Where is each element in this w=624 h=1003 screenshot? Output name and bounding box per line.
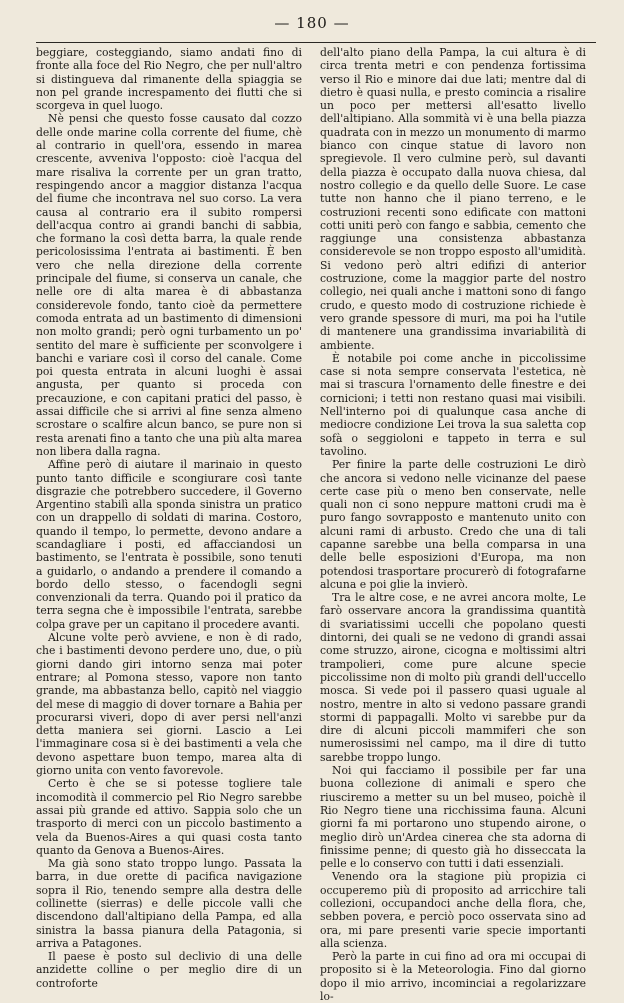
page-number: — 180 — bbox=[274, 14, 350, 32]
paragraph: Alcune volte però avviene, e non è di rado, che i bastimenti devono perdere uno, due, o più giorni dando giri intorno senza mai poter entrare; al Pomona stesso, vapore non tanto grande, ma abbastanza bello, capitò nel viaggio del mese di maggio di dover tornare a Bahia per procurarsi viveri, dopo di aver persi nell'anzi detta maniera sei giorni. Lascio a Lei l'immaginare cosa si è dei bastimenti a vela che devono aspettare buon tempo, marea alta di giorno unita con vento favorevole. bbox=[36, 631, 302, 778]
paragraph: È notabile poi come anche in piccolissime case si nota sempre conservata l'estetica, nè mai si trascura l'ornamento delle finestre e dei cornicioni; i tetti non restano quasi mai visibili. Nell'interno poi di qualunque casa anche di mediocre condizione Lei trova la sua saletta cop sofà o seggioloni e tappeto in terra e sul tavolino. bbox=[320, 351, 586, 458]
right-column bbox=[320, 46, 586, 1003]
paragraph: Però la parte in cui fino ad ora mi occupai di proposito si è la Meteorologia. Fino dal giorno dopo il mio arrivo, incominciai a regolarizzare lo- bbox=[320, 950, 586, 1003]
paragraph: Nè pensi che questo fosse causato dal cozzo delle onde marine colla corrente del fiume, chè al contrario in quell'ora, essendo in marea crescente, avveniva l'opposto: cioè l'acqua del mare risaliva la corrente per un gran tratto, respingendo ancor a maggior distanza l'acqua del fiume che incontrava nel suo corso. La vera causa al contrario era il subito rompersi dell'acqua contro ai grandi banchi di sabbia, che formano la così detta barra, la quale rende pericolosissima l'entrata ai bastimenti. È ben vero che nella direzione della corrente principale del fiume, si conserva un canale, che nelle ore di alta marea è di abbastanza considerevole fondo, tanto cioè da permettere comoda entrata ad un bastimento di dimensioni non molto grandi; però ogni turbamento un po' sentito del mare è sufficiente per sconvolgere i banchi e variare così il corso del canale. Come poi questa entrata in alcuni luoghi è assai angusta, per quanto si proceda con precauzione, e con capitani pratici del passo, è assai difficile che si arrivi al fine senza almeno scrostare o scalfire alcun banco, se pure non si resta arenati fino a tanto che una più alta marea non libera dalla ragna. bbox=[36, 112, 302, 458]
paragraph: beggiare, costeggiando, siamo andati fino di fronte alla foce del Rio Negro, che per null'altro si distingueva dal rimanente della spiaggia se non pel grande increspamento dei flutti che si scorgeva in quel luogo. bbox=[36, 46, 302, 113]
left-column bbox=[36, 46, 302, 990]
header-rule bbox=[36, 42, 596, 43]
paragraph: Affine però di aiutare il marinaio in questo punto tanto difficile e scongiurare così tante disgrazie che potrebbero succedere, il Governo Argentino stabilì alla sponda sinistra un pratico con un drappello di soldati di marina. Costoro, quando il tempo, lo permette, devono andare a scandagliare i posti, ed affacciandosi un bastimento, se l'entrata è possibile, sono tenuti a guidarlo, o andando a prendere il comando a bordo dello stesso, o facendogli segni convenzionali da terra. Quando poi il pratico da terra segna che è impossibile l'entrata, sarebbe colpa grave per un capitano il procedere avanti. bbox=[36, 458, 302, 631]
paragraph: Noi qui facciamo il possibile per far una buona collezione di animali e spero che riusciremo a metter su un bel museo, poichè il Rio Negro tiene una ricchissima fauna. Alcuni giorni fa mi portarono uno stupendo airone, o meglio dirò un'Ardea cinerea che sta adorna di finissime penne; di questo già ho disseccata la pelle e lo conservo con tutti i dati essenziali. bbox=[320, 764, 586, 871]
paragraph: dell'alto piano della Pampa, la cui altura è di circa trenta metri e con pendenza fortissima verso il Rio e minore dai due lati; mentre dal di dietro è quasi nulla, e presto comincia a risalire un poco per mettersi all'esatto livello dell'altipiano. Alla sommità vi è una bella piazza quadrata con in mezzo un monumento di marmo bianco con cinque statue di lavoro non spregievole. Il vero culmine però, sul davanti della piazza è occupato dalla nuova chiesa, dal nostro collegio e da quello delle Suore. Le case tutte non hanno che il piano terreno, e le costruzioni recenti sono edificate con mattoni cotti uniti però con fango e sabbia, cemento che raggiunge una consistenza abbastanza considerevole se non troppo esposto all'umidità. Si vedono però altri edifizi di anterior costruzione, come la maggior parte del nostro collegio, nei quali anche i mattoni sono di fango crudo, e questo modo di costruzione richiede è vero grande spessore di muri, ma poi ha l'utile di mantenere una grandissima invariabilità di ambiente. bbox=[320, 46, 586, 352]
paragraph: Tra le altre cose, e ne avrei ancora molte, Le farò osservare ancora la grandissima quantità di svariatissimi uccelli che popolano questi dintorni, dei quali se ne vedono di grandi assai come struzzo, airone, cicogna e moltissimi altri trampolieri, come pure alcune specie piccolissime non di molto più grandi dell'uccello mosca. Si vede poi il passero quasi uguale al nostro, mentre in alto si vedono passare grandi stormi di pappagalli. Molto vi sarebbe pur da dire di alcuni piccoli mammiferi che son numerosissimi nel campo, ma il dire di tutto sarebbe troppo lungo. bbox=[320, 591, 586, 764]
paragraph: Il paese è posto sul declivio di una delle anzidette colline o per meglio dire di un controforte bbox=[36, 950, 302, 990]
paragraph: Per finire la parte delle costruzioni Le dirò che ancora si vedono nelle vicinanze del paese certe case più o meno ben conservate, nelle quali non ci sono neppure mattoni crudi ma è puro fango sovrapposto e mantenuto unito con alcuni rami di arbusto. Credo che una di tali capanne sarebbe una bella comparsa in una delle belle esposizioni d'Europa, ma non potendosi trasportare procurerò di fotografarne alcuna e poi glie la invierò. bbox=[320, 458, 586, 591]
paragraph: Ma già sono stato troppo lungo. Passata la barra, in due orette di pacifica navigazione sopra il Rio, tenendo sempre alla destra delle collinette (sierras) e delle piccole valli che discendono dall'altipiano della Pampa, ed alla sinistra la bassa pianura della Patagonia, si arriva a Patagones. bbox=[36, 857, 302, 950]
paragraph: Certo è che se si potesse togliere tale incomodità il commercio pel Rio Negro sarebbe assai più grande ed attivo. Sappia solo che un trasporto di merci con un piccolo bastimento a vela da Buenos-Aires a qui quasi costa tanto quanto da Genova a Buenos-Aires. bbox=[36, 777, 302, 857]
paragraph: Venendo ora la stagione più propizia ci occuperemo più di proposito ad arricchire tali collezioni, occupandoci anche della flora, che, sebben povera, e perciò poco osservata sino ad ora, mi pare presenti varie specie importanti alla scienza. bbox=[320, 870, 586, 950]
